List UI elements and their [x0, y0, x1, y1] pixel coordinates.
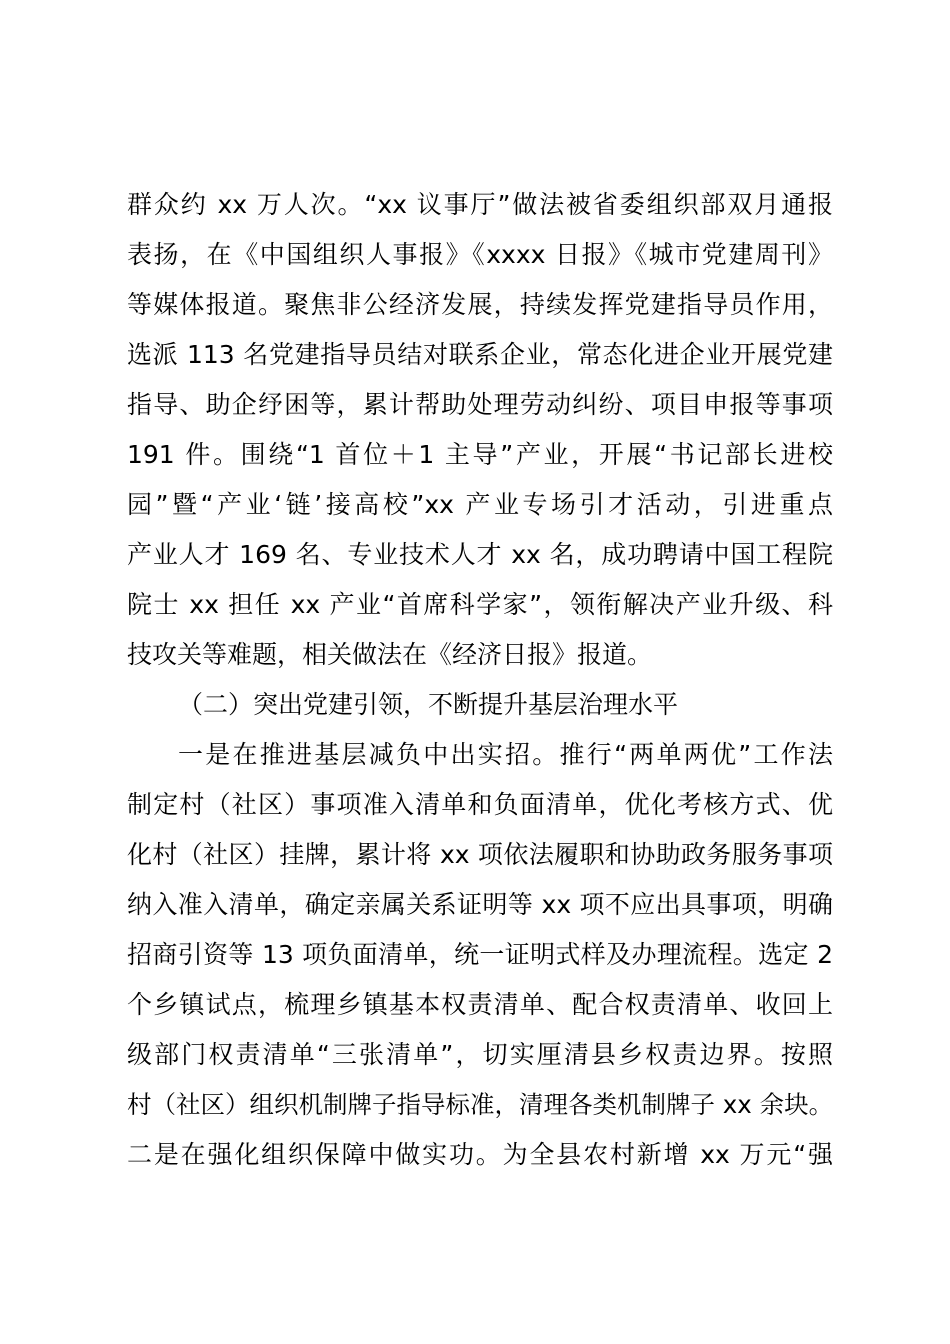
paragraph-line: 选派 113 名党建指导员结对联系企业，常态化进企业开展党建 — [127, 340, 833, 369]
paragraph-line: 产业人才 169 名、专业技术人才 xx 名，成功聘请中国工程院 — [127, 540, 833, 569]
paragraph-line: 纳入准入清单，确定亲属关系证明等 xx 项不应出具事项，明确 — [127, 890, 833, 919]
paragraph-line: 园”暨“产业‘链’接高校”xx 产业专场引才活动，引进重点 — [127, 490, 833, 519]
paragraph-line: 化村（社区）挂牌，累计将 xx 项依法履职和协助政务服务事项 — [127, 840, 833, 869]
paragraph-line: 技攻关等难题，相关做法在《经济日报》报道。 — [127, 640, 653, 669]
paragraph-line: 群众约 xx 万人次。“xx 议事厅”做法被省委组织部双月通报 — [127, 190, 833, 219]
paragraph-line: 院士 xx 担任 xx 产业“首席科学家”，领衔解决产业升级、科 — [127, 590, 833, 619]
paragraph-line: 招商引资等 13 项负面清单，统一证明式样及办理流程。选定 2 — [127, 940, 833, 969]
paragraph-line: 村（社区）组织机制牌子指导标准，清理各类机制牌子 xx 余块。 — [127, 1090, 834, 1119]
paragraph-line: 等媒体报道。聚焦非公经济发展，持续发挥党建指导员作用， — [127, 290, 833, 319]
paragraph-line: 级部门权责清单“三张清单”，切实厘清县乡权责边界。按照 — [127, 1040, 833, 1069]
paragraph-line: 制定村（社区）事项准入清单和负面清单，优化考核方式、优 — [127, 790, 833, 819]
paragraph-line: 一是在推进基层减负中出实招。推行“两单两优”工作法 — [178, 740, 833, 769]
paragraph-line: 二是在强化组织保障中做实功。为全县农村新增 xx 万元“强 — [127, 1140, 833, 1169]
paragraph-line: 个乡镇试点，梳理乡镇基本权责清单、配合权责清单、收回上 — [127, 990, 833, 1019]
paragraph-line: 191 件。围绕“1 首位＋1 主导”产业，开展“书记部长进校 — [127, 440, 833, 469]
paragraph-line: 指导、助企纾困等，累计帮助处理劳动纠纷、项目申报等事项 — [127, 390, 833, 419]
paragraph-line: 表扬，在《中国组织人事报》《xxxx 日报》《城市党建周刊》 — [127, 240, 833, 269]
section-heading: （二）突出党建引领，不断提升基层治理水平 — [178, 690, 679, 719]
